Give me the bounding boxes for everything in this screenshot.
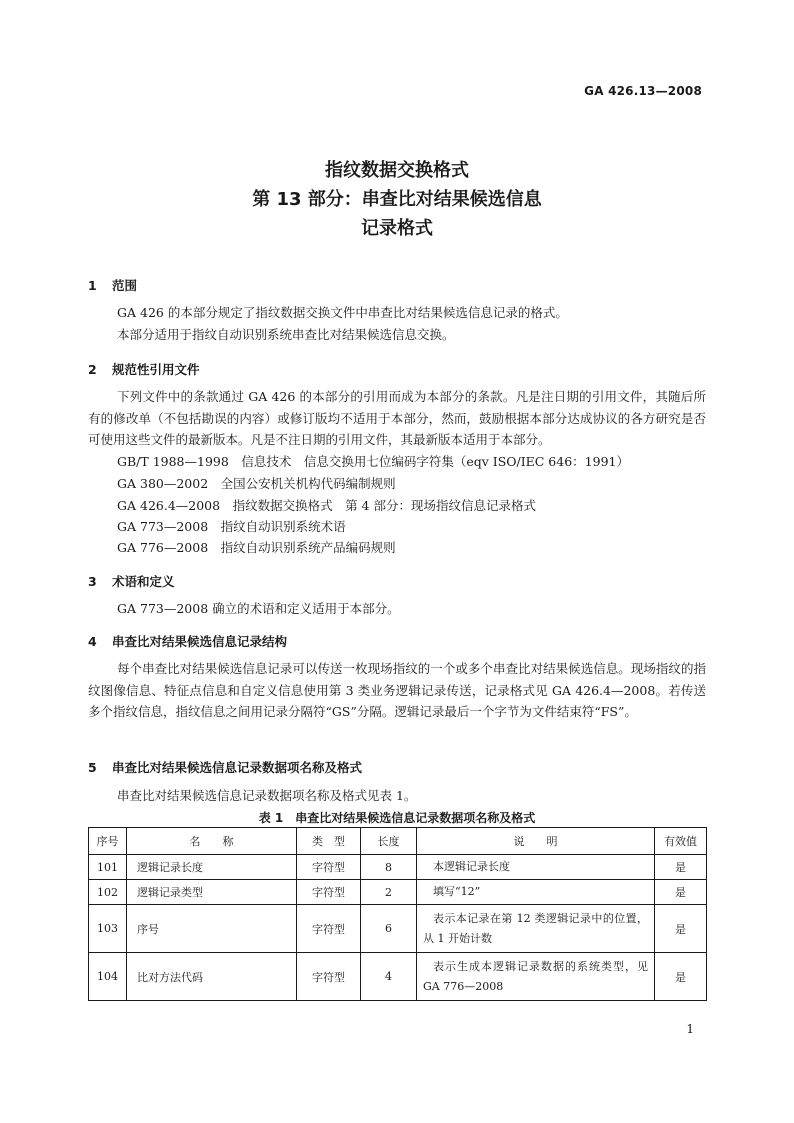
table-1-caption: 表 1 串查比对结果候选信息记录数据项名称及格式 [258,811,536,825]
title-line-1: 指纹数据交换格式 [325,160,469,181]
section-title: 串查比对结果候选信息记录结构 [112,634,288,649]
cell-valid: 是 [655,953,707,1001]
cell-name: 比对方法代码 [127,953,297,1001]
cell-type: 字符型 [297,953,361,1001]
section-5-paragraph-1: 串查比对结果候选信息记录数据项名称及格式见表 1。 [117,788,417,803]
header-seq: 序号 [89,828,127,855]
header-type: 类 型 [297,828,361,855]
section-number: 1 [88,278,97,293]
cell-type: 字符型 [297,905,361,953]
cell-length: 8 [361,855,417,880]
header-valid: 有效值 [655,828,707,855]
standard-number: GA 426.13—2008 [584,84,702,98]
document-title [0,156,794,243]
cell-valid: 是 [655,880,707,905]
cell-type: 字符型 [297,855,361,880]
reference-item: GA 380—2002 全国公安机关机构代码编制规则 [117,476,396,491]
cell-seq: 104 [89,953,127,1001]
cell-description: 表示本记录在第 12 类逻辑记录中的位置，从 1 开始计数 [417,905,655,953]
header-description: 说 明 [417,828,655,855]
header-length: 长度 [361,828,417,855]
section-title: 范围 [112,278,138,293]
section-number: 2 [88,362,97,377]
section-title: 规范性引用文件 [112,362,200,377]
section-4-heading [88,632,287,650]
reference-item: GA 426.4—2008 指纹数据交换格式 第 4 部分：现场指纹信息记录格式 [117,498,536,513]
table-header-row [89,828,707,855]
table-row [89,880,707,905]
cell-length: 6 [361,905,417,953]
table-1 [88,827,707,1001]
section-2-heading [88,360,200,378]
reference-item: GA 773—2008 指纹自动识别系统术语 [117,519,346,534]
cell-name: 逻辑记录类型 [127,880,297,905]
cell-description: 表示生成本逻辑记录数据的系统类型，见 GA 776—2008 [417,953,655,1001]
table-row [89,905,707,953]
section-number: 5 [88,760,97,775]
reference-item: GA 776—2008 指纹自动识别系统产品编码规则 [117,540,396,555]
section-title: 串查比对结果候选信息记录数据项名称及格式 [112,760,363,775]
table-row [89,953,707,1001]
section-3-heading [88,572,175,590]
section-1-paragraph-2: 本部分适用于指纹自动识别系统串查比对结果候选信息交换。 [117,327,455,342]
reference-item: GB/T 1988—1998 信息技术 信息交换用七位编码字符集（eqv ISO/IEC 646：1991） [117,454,629,469]
section-number: 3 [88,574,97,589]
cell-valid: 是 [655,905,707,953]
section-1-paragraph-1: GA 426 的本部分规定了指纹数据交换文件中串查比对结果候选信息记录的格式。 [117,305,568,320]
cell-seq: 101 [89,855,127,880]
cell-valid: 是 [655,855,707,880]
cell-type: 字符型 [297,880,361,905]
section-5-heading [88,758,362,776]
section-3-paragraph-1: GA 773—2008 确立的术语和定义适用于本部分。 [117,601,400,616]
section-4-paragraph-1: 每个串查比对结果候选信息记录可以传送一枚现场指纹的一个或多个串查比对结果候选信息。现场指纹的指纹图像信息、特征点信息和自定义信息使用第 3 类业务逻辑记录传送，记录格式见 GA 426.4—2008。若传送多个指纹信息，指纹信息之间用记录分隔符“GS”分隔。逻辑记录最后一个字节为文件结束符“FS”。 [88,661,706,719]
cell-name: 逻辑记录长度 [127,855,297,880]
section-title: 术语和定义 [112,574,175,589]
section-number: 4 [88,634,97,649]
cell-length: 4 [361,953,417,1001]
cell-description: 本逻辑记录长度 [417,855,655,880]
page-number: 1 [686,1022,694,1036]
cell-length: 2 [361,880,417,905]
title-line-3: 记录格式 [361,218,433,239]
cell-description: 填写“12” [417,880,655,905]
cell-seq: 103 [89,905,127,953]
title-line-2: 第 13 部分：串查比对结果候选信息 [252,189,542,210]
header-name: 名 称 [127,828,297,855]
table-row [89,855,707,880]
cell-seq: 102 [89,880,127,905]
section-1-heading [88,276,137,294]
cell-name: 序号 [127,905,297,953]
section-2-paragraph-1: 下列文件中的条款通过 GA 426 的本部分的引用而成为本部分的条款。凡是注日期的引用文件，其随后所有的修改单（不包括勘误的内容）或修订版均不适用于本部分，然而，鼓励根据本部分达成协议的各方研究是否可使用这些文件的最新版本。凡是不注日期的引用文件，其最新版本适用于本部分。 [88,389,706,447]
